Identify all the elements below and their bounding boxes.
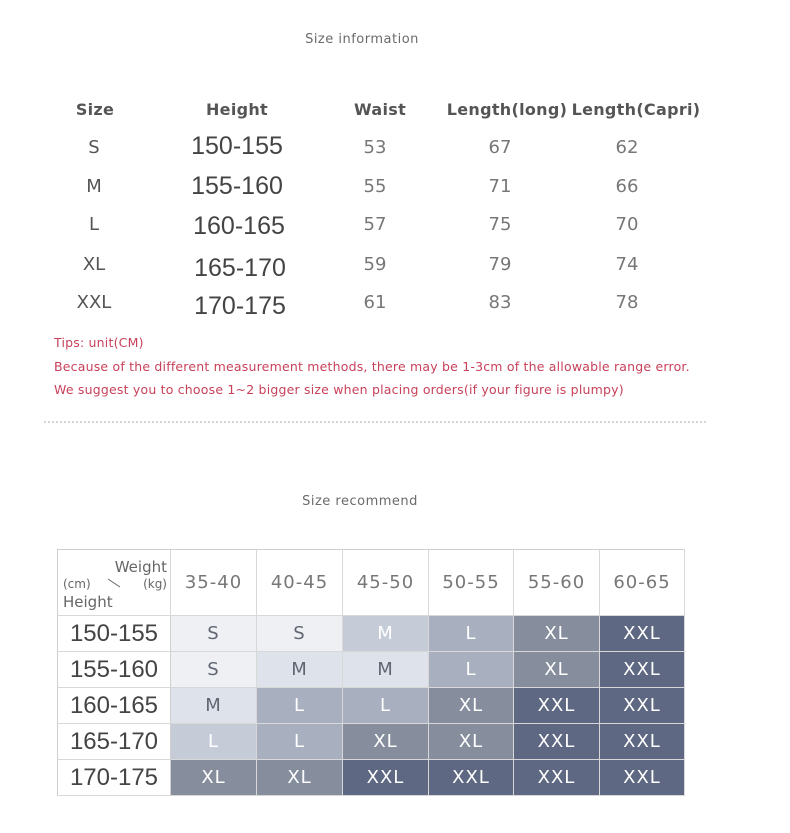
weight-header: 40-45	[257, 550, 343, 616]
grid-corner-header	[58, 550, 171, 616]
info-row-size: M	[86, 176, 102, 197]
info-row-size: S	[88, 137, 100, 158]
size-cell: XXL	[600, 616, 685, 652]
header-waist: Waist	[353, 100, 407, 119]
size-cell: XXL	[600, 724, 685, 760]
info-row-length-capri: 62	[615, 137, 639, 158]
info-row-length-capri: 78	[615, 292, 639, 313]
size-recommend-grid	[57, 549, 685, 796]
info-row-height: 165-170	[194, 254, 286, 282]
size-cell: L	[343, 688, 429, 724]
info-row-height: 170-175	[194, 292, 286, 320]
corner-kg-label: (kg)	[143, 577, 167, 591]
info-row-length-capri: 70	[615, 214, 639, 235]
header-size: Size	[75, 100, 115, 119]
header-height: Height	[205, 100, 269, 119]
size-cell: XL	[257, 760, 343, 796]
header-length-long: Length(long)	[446, 100, 568, 119]
size-cell: S	[257, 616, 343, 652]
info-row-length-long: 67	[488, 137, 512, 158]
info-row-length-long: 71	[488, 176, 512, 197]
header-length-capri: Length(Capri)	[571, 100, 701, 119]
size-cell: XXL	[514, 724, 600, 760]
size-cell: XXL	[600, 760, 685, 796]
size-cell: M	[171, 688, 257, 724]
size-cell: L	[171, 724, 257, 760]
size-cell: XXL	[600, 652, 685, 688]
height-label: 170-175	[58, 760, 171, 796]
size-cell: XXL	[343, 760, 429, 796]
info-row-length-capri: 66	[615, 176, 639, 197]
weight-header: 50-55	[429, 550, 514, 616]
corner-weight-label: Weight	[114, 558, 167, 576]
corner-height-label: Height	[63, 593, 113, 611]
size-cell: S	[171, 616, 257, 652]
height-label: 165-170	[58, 724, 171, 760]
height-label: 160-165	[58, 688, 171, 724]
tip-unit: Tips: unit(CM)	[54, 335, 144, 350]
tip-size-suggestion: We suggest you to choose 1~2 bigger size when placing orders(if your figure is plumpy)	[54, 382, 624, 397]
size-cell: XXL	[600, 688, 685, 724]
weight-header: 60-65	[600, 550, 685, 616]
weight-header: 35-40	[171, 550, 257, 616]
diagonal-slash-icon	[107, 578, 121, 588]
size-cell: M	[343, 616, 429, 652]
info-row-waist: 57	[363, 214, 387, 235]
info-row-length-long: 75	[488, 214, 512, 235]
info-row-waist: 53	[363, 137, 387, 158]
size-cell: L	[429, 616, 514, 652]
size-cell: XL	[429, 724, 514, 760]
corner-cm-label: (cm)	[63, 577, 91, 591]
info-row-waist: 61	[363, 292, 387, 313]
info-row-size: XXL	[76, 292, 112, 313]
size-cell: XL	[514, 652, 600, 688]
info-row-length-long: 83	[488, 292, 512, 313]
size-cell: M	[343, 652, 429, 688]
size-cell: L	[257, 688, 343, 724]
height-label: 155-160	[58, 652, 171, 688]
size-cell: L	[257, 724, 343, 760]
size-cell: XL	[171, 760, 257, 796]
info-row-length-capri: 74	[615, 254, 639, 275]
size-cell: XL	[514, 616, 600, 652]
tip-measurement-error: Because of the different measurement methods, there may be 1-3cm of the allowable range error.	[54, 359, 690, 374]
info-row-length-long: 79	[488, 254, 512, 275]
size-cell: XXL	[429, 760, 514, 796]
section-divider	[44, 421, 706, 423]
info-row-waist: 59	[363, 254, 387, 275]
info-row-height: 150-155	[191, 132, 283, 160]
size-information-title: Size information	[305, 32, 419, 47]
size-cell: XXL	[514, 760, 600, 796]
weight-header: 55-60	[514, 550, 600, 616]
info-row-waist: 55	[363, 176, 387, 197]
info-row-height: 160-165	[193, 212, 285, 240]
height-label: 150-155	[58, 616, 171, 652]
size-cell: XXL	[514, 688, 600, 724]
size-cell: S	[171, 652, 257, 688]
size-recommend-title: Size recommend	[302, 494, 418, 509]
info-row-size: XL	[82, 254, 106, 275]
size-cell: M	[257, 652, 343, 688]
info-row-height: 155-160	[191, 172, 283, 200]
size-cell: L	[429, 652, 514, 688]
size-cell: XL	[343, 724, 429, 760]
info-row-size: L	[88, 214, 100, 235]
weight-header: 45-50	[343, 550, 429, 616]
size-cell: XL	[429, 688, 514, 724]
